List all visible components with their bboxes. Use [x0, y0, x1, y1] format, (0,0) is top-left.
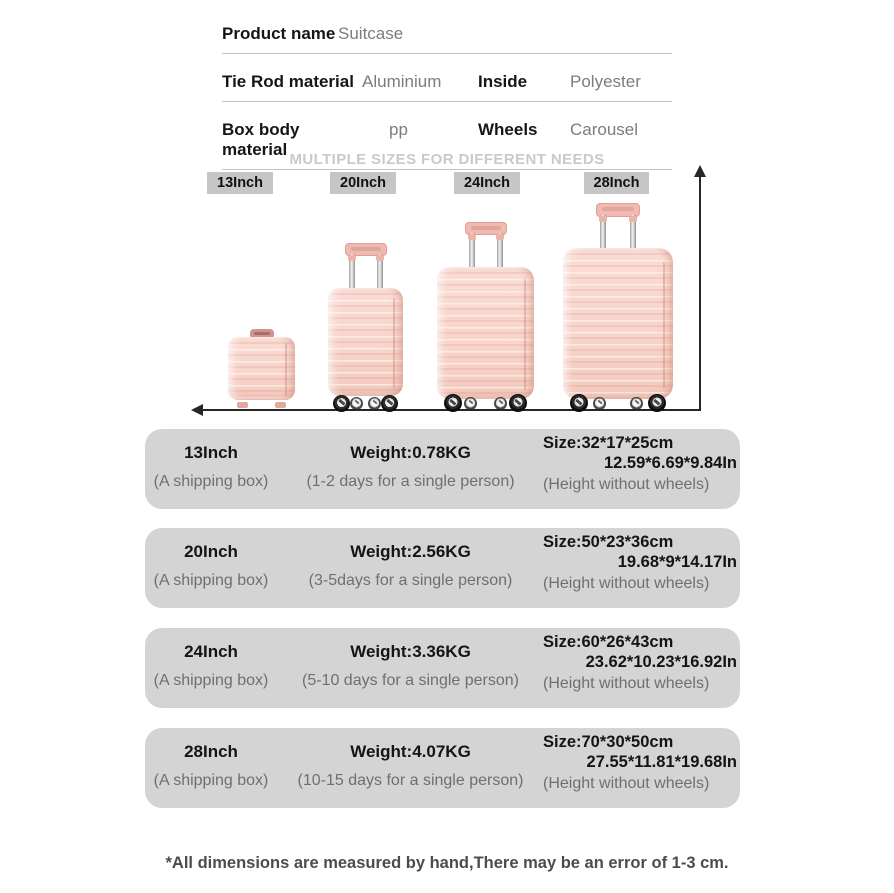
delivery-note: (10-15 days for a single person) [297, 772, 524, 789]
size-note: (A shipping box) [153, 572, 269, 589]
dimensions-in: 27.55*11.81*19.68In [586, 753, 737, 771]
dimensions-column [543, 628, 737, 693]
spinner-wheel [381, 395, 398, 412]
weight-column [283, 728, 538, 790]
size-info-row-28inch [145, 728, 740, 808]
dimensions-in: 19.68*9*14.17In [617, 553, 737, 571]
spec-label: Tie Rod material [222, 72, 354, 91]
dimensions-column [543, 528, 737, 593]
size-column [145, 528, 277, 590]
suitcase-24inch-illustration [437, 222, 534, 412]
dimensions-cm: Size:32*17*25cm [543, 434, 674, 452]
dimensions-note: (Height without wheels) [543, 775, 710, 792]
dimensions-in: 12.59*6.69*9.84In [603, 454, 737, 472]
spinner-wheel [368, 397, 381, 410]
case-body [328, 288, 403, 396]
dimensions-cm: Size:60*26*43cm [543, 633, 674, 651]
weight-label: Weight:0.78KG [350, 443, 471, 462]
spec-value: Polyester [570, 72, 641, 91]
delivery-note: (1-2 days for a single person) [306, 473, 515, 490]
size-tag-28inch: 28Inch [584, 172, 649, 194]
spec-row-product-name [222, 12, 672, 54]
spec-label: Product name [222, 24, 336, 43]
weight-column [283, 628, 538, 690]
spinner-wheel [350, 397, 363, 410]
dimensions-note: (Height without wheels) [543, 575, 710, 592]
spinner-wheel [648, 394, 666, 412]
suitcase-20inch-illustration [328, 243, 403, 412]
delivery-note: (5-10 days for a single person) [302, 672, 519, 689]
size-column [145, 429, 277, 491]
weight-label: Weight:2.56KG [350, 542, 471, 561]
size-info-row-24inch [145, 628, 740, 708]
case-body [563, 248, 673, 399]
spec-row-materials [222, 54, 672, 102]
weight-label: Weight:3.36KG [350, 642, 471, 661]
weight-label: Weight:4.07KG [350, 742, 471, 761]
size-note: (A shipping box) [153, 672, 269, 689]
dimensions-column [543, 728, 737, 793]
size-tag-24inch: 24Inch [454, 172, 520, 194]
size-label: 28Inch [184, 742, 238, 761]
sizes-section-heading: MULTIPLE SIZES FOR DIFFERENT NEEDS [289, 151, 605, 168]
spinner-wheel [593, 397, 606, 410]
spinner-wheel [444, 394, 462, 412]
dimensions-note: (Height without wheels) [543, 476, 710, 493]
spec-value: Aluminium [362, 72, 442, 91]
size-label: 24Inch [184, 642, 238, 661]
spec-value: pp [389, 120, 408, 139]
delivery-note: (3-5days for a single person) [308, 572, 513, 589]
spinner-wheel [630, 397, 643, 410]
dimensions-note: (Height without wheels) [543, 675, 710, 692]
suitcase-13inch-illustration [228, 329, 295, 408]
spinner-wheel [333, 395, 350, 412]
size-label: 13Inch [184, 443, 238, 462]
dimensions-cm: Size:70*30*50cm [543, 733, 674, 751]
measurement-disclaimer: *All dimensions are measured by hand,There may be an error of 1-3 cm. [165, 854, 729, 872]
size-tag-20inch: 20Inch [330, 172, 396, 194]
case-foot [237, 402, 248, 408]
size-column [145, 628, 277, 690]
dimensions-cm: Size:50*23*36cm [543, 533, 674, 551]
height-arrow-icon [699, 176, 701, 409]
dimensions-in: 23.62*10.23*16.92In [585, 653, 737, 671]
spinner-wheel [494, 397, 507, 410]
weight-column [283, 429, 538, 491]
spec-label: Wheels [478, 120, 538, 139]
size-info-row-20inch [145, 528, 740, 608]
spinner-wheel [509, 394, 527, 412]
spec-label: Box body material [222, 120, 300, 159]
spinner-wheel [570, 394, 588, 412]
case-body [228, 337, 295, 400]
size-note: (A shipping box) [153, 473, 269, 490]
weight-column [283, 528, 538, 590]
size-tag-13inch: 13Inch [207, 172, 273, 194]
case-body [437, 267, 534, 399]
size-note: (A shipping box) [153, 772, 269, 789]
size-info-row-13inch [145, 429, 740, 509]
suitcase-28inch-illustration [563, 203, 673, 412]
size-column [145, 728, 277, 790]
spec-label: Inside [478, 72, 528, 91]
product-spec-table [222, 12, 672, 170]
case-foot [275, 402, 286, 408]
spec-value: Carousel [570, 120, 639, 139]
dimensions-column [543, 429, 737, 494]
size-label: 20Inch [184, 542, 238, 561]
spinner-wheel [464, 397, 477, 410]
spec-value: Suitcase [338, 24, 404, 43]
